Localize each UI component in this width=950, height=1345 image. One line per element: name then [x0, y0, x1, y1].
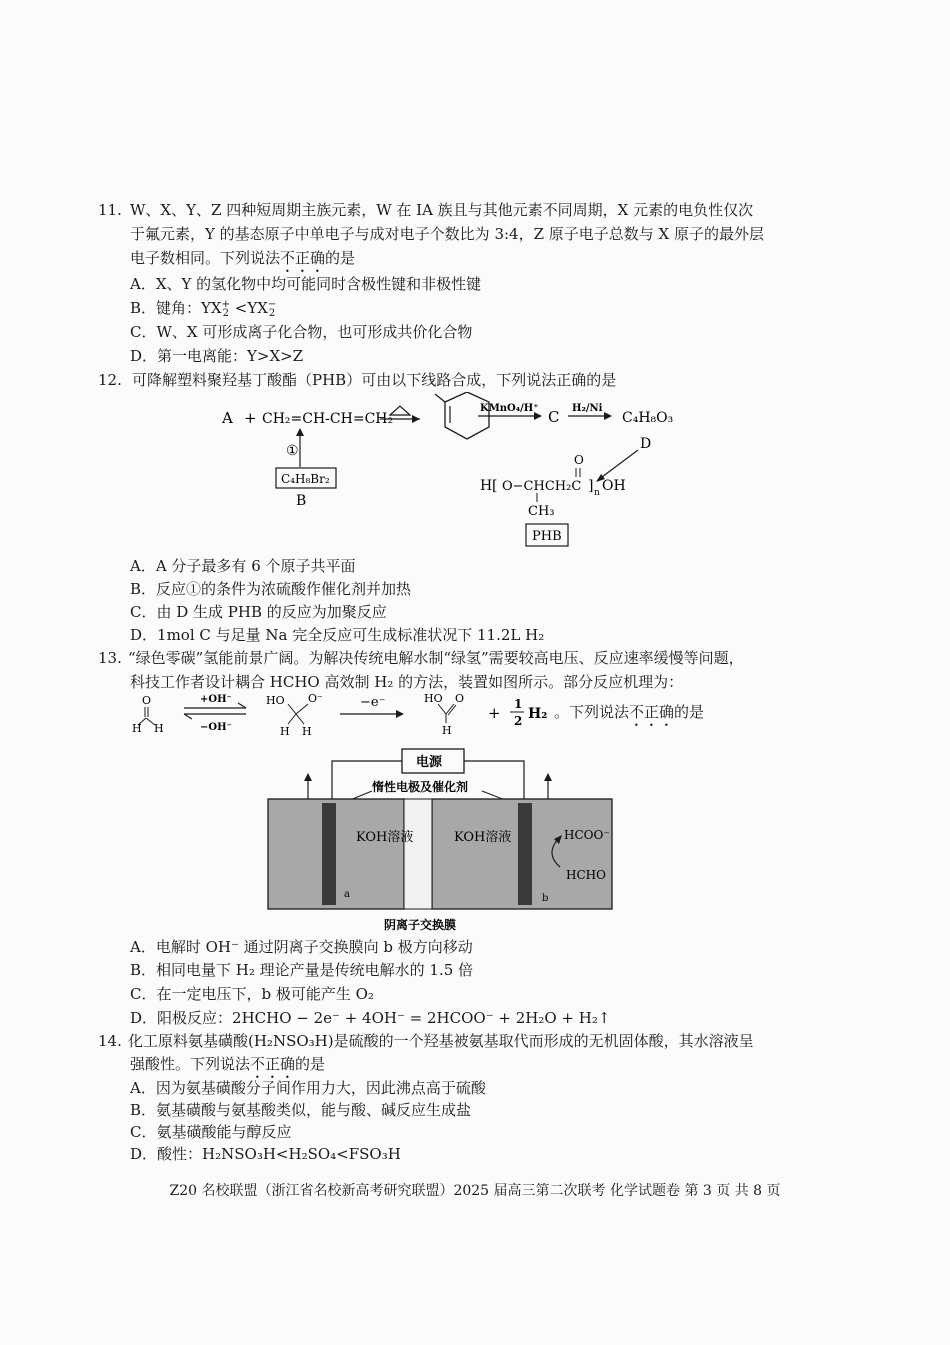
q12-butadiene: CH₂=CH-CH=CH₂	[262, 411, 394, 427]
minus-e-label: −e⁻	[360, 695, 386, 710]
q13-option-a: A．电解时 OH⁻ 通过阴离子交换膜向 b 极方向移动	[130, 938, 473, 956]
hcho-h2: H	[154, 722, 164, 735]
phb-bracket-left: [	[492, 478, 498, 494]
q13-option-b: B．相同电量下 H₂ 理论产量是传统电解水的 1.5 倍	[130, 961, 474, 979]
q13-number: 13.	[98, 649, 122, 667]
q11-b-pre: B．键角：YX	[130, 299, 222, 317]
q14-option-d: D．酸性：H₂NSO₃H<H₂SO₄<FSO₃H	[130, 1145, 401, 1163]
q13-electrolysis-diagram	[260, 745, 620, 937]
phb-h: H	[480, 478, 493, 494]
membrane-label: 阴离子交换膜	[384, 918, 457, 932]
q12-step1: ①	[286, 443, 299, 459]
q12-product-formula: C₄H₈O₃	[622, 410, 674, 426]
half-num: 1	[514, 697, 523, 711]
q14-number: 14.	[98, 1032, 122, 1050]
q13-mechanism	[128, 690, 598, 738]
q13-emphasis: 不正确	[629, 703, 675, 721]
q12-stem: 可降解塑料聚羟基丁酸酯（PHB）可由以下线路合成，下列说法正确的是	[132, 371, 617, 389]
q12-reagent-h2ni: H₂/Ni	[572, 403, 603, 414]
q11-stem-line1: W、X、Y、Z 四种短周期主族元素，W 在 IA 族且与其他元素不同周期，X 元素的电负性仅次	[130, 201, 754, 219]
q11-b-sup2: −	[267, 299, 277, 310]
membrane	[404, 799, 432, 909]
q14-line2a: 强酸性。下列说法	[130, 1055, 251, 1073]
q11-b-mid: <YX	[230, 299, 268, 317]
half-den: 2	[514, 714, 523, 728]
q13-stem-line2: 科技工作者设计耦合 HCHO 高效制 H₂ 的方法，装置如图所示。部分反应机理为：	[130, 673, 684, 691]
phb-label: PHB	[532, 529, 562, 544]
q14-stem-line1: 化工原料氨基磺酸(H₂NSO₃H)是硫酸的一个羟基被氨基取代而形成的无机固体酸，其水溶液呈	[128, 1032, 754, 1050]
q13-stem-line1: “绿色零碳”氢能前景广阔。为解决传统电解水制“绿氢”需要较高电压、反应速率缓慢等问题，	[128, 649, 744, 667]
formate-ho: HO	[424, 692, 443, 705]
q12-option-d: D．1mol C 与足量 Na 完全反应可生成标准状况下 11.2L H₂	[130, 626, 545, 644]
electrode-a	[322, 803, 336, 905]
q11-option-c: C．W、X 可形成离子化合物，也可形成共价化合物	[130, 323, 473, 341]
q12-reagent-kmno4: KMnO₄/H⁺	[480, 403, 539, 414]
phb-oh: OH	[602, 478, 626, 494]
minus-oh-label: −OH⁻	[200, 722, 232, 733]
q12-option-a: A．A 分子最多有 6 个原子共平面	[130, 557, 356, 575]
q13-tail-b: 的是	[674, 703, 705, 721]
int-o-minus: O⁻	[308, 692, 323, 705]
q11-emphasis: 不正确	[280, 249, 326, 267]
q11-number: 11.	[98, 201, 122, 219]
q13-tail-a: 。下列说法	[554, 703, 630, 721]
q14-option-b: B．氨基磺酸与氨基酸类似，能与酸、碱反应生成盐	[130, 1101, 472, 1119]
formate-h: H	[442, 724, 452, 737]
label-a: a	[344, 889, 350, 900]
q13-option-c: C．在一定电压下，b 极可能产生 O₂	[130, 985, 374, 1003]
q14-line2b: 的是	[295, 1055, 326, 1073]
label-b: b	[542, 893, 549, 904]
q11-option-b	[130, 298, 276, 318]
int-ho: HO	[266, 694, 285, 707]
phb-bracket-right: ]	[588, 478, 594, 494]
hcoo-label: HCOO⁻	[564, 828, 610, 842]
hcho-h1: H	[132, 722, 142, 735]
int-h2: H	[302, 725, 312, 738]
phb-chain: O−CHCH₂C	[502, 479, 582, 494]
q12-option-c: C．由 D 生成 PHB 的反应为加聚反应	[130, 603, 387, 621]
q11-b-sup1: +	[221, 299, 230, 310]
q11-option-d: D．第一电离能：Y>X>Z	[130, 347, 304, 365]
q12-compound-b: B	[296, 493, 307, 509]
q14-emphasis: 不正确	[250, 1055, 296, 1073]
q11-stem-line3b: 的是	[325, 249, 356, 267]
q13-stem-tail	[554, 702, 704, 730]
q11-stem-line2: 于氟元素，Y 的基态原子中单电子与成对电子个数比为 3:4，Z 原子电子总数与 X 原子的最外层	[130, 225, 764, 243]
electrode-label: 惰性电极及催化剂	[372, 780, 469, 794]
phb-n: n	[594, 488, 600, 498]
q12-b-formula: C₄H₈Br₂	[281, 472, 330, 486]
q12-compound-c: C	[548, 408, 560, 426]
q12-option-b: B．反应①的条件为浓硫酸作催化剂并加热	[130, 580, 412, 598]
q11-stem-line3	[130, 248, 355, 276]
hcho-label: HCHO	[566, 868, 606, 882]
phb-carbonyl-o: O	[574, 453, 584, 467]
phb-ch3: CH₃	[528, 504, 555, 519]
q12-plus: +	[244, 409, 257, 427]
q11-b-sub1: 2	[222, 308, 229, 319]
left-solution: KOH溶液	[356, 830, 414, 845]
q11-option-a: A．X、Y 的氢化物中均可能同时含极性键和非极性键	[130, 275, 482, 293]
hcho-o: O	[142, 694, 152, 707]
formate-o: O	[455, 692, 465, 705]
q11-stem-line3a: 电子数相同。下列说法	[130, 249, 281, 267]
q12-compound-d: D	[640, 436, 652, 452]
q14-option-a: A．因为氨基磺酸分子间作用力大，因此沸点高于硫酸	[130, 1079, 486, 1097]
page-footer: Z20 名校联盟（浙江省名校新高考研究联盟）2025 届高三第二次联考 化学试题卷 第 3 页 共 8 页	[169, 1183, 781, 1199]
mech-plus: +	[488, 704, 501, 722]
q12-compound-a: A	[222, 409, 233, 427]
electrode-b	[518, 803, 532, 905]
power-label: 电源	[416, 755, 443, 770]
right-solution: KOH溶液	[454, 830, 512, 845]
q12-number: 12.	[98, 371, 122, 389]
int-h1: H	[280, 725, 290, 738]
mech-h2: H₂	[528, 706, 548, 722]
q14-option-c: C．氨基磺酸能与醇反应	[130, 1123, 292, 1141]
q12-synthesis-scheme	[210, 392, 690, 552]
q11-b-sub2: 2	[268, 308, 276, 319]
q13-option-d: D．阳极反应：2HCHO − 2e⁻ + 4OH⁻ = 2HCOO⁻ + 2H₂O + H₂↑	[130, 1009, 611, 1027]
plus-oh-label: +OH⁻	[200, 694, 232, 705]
